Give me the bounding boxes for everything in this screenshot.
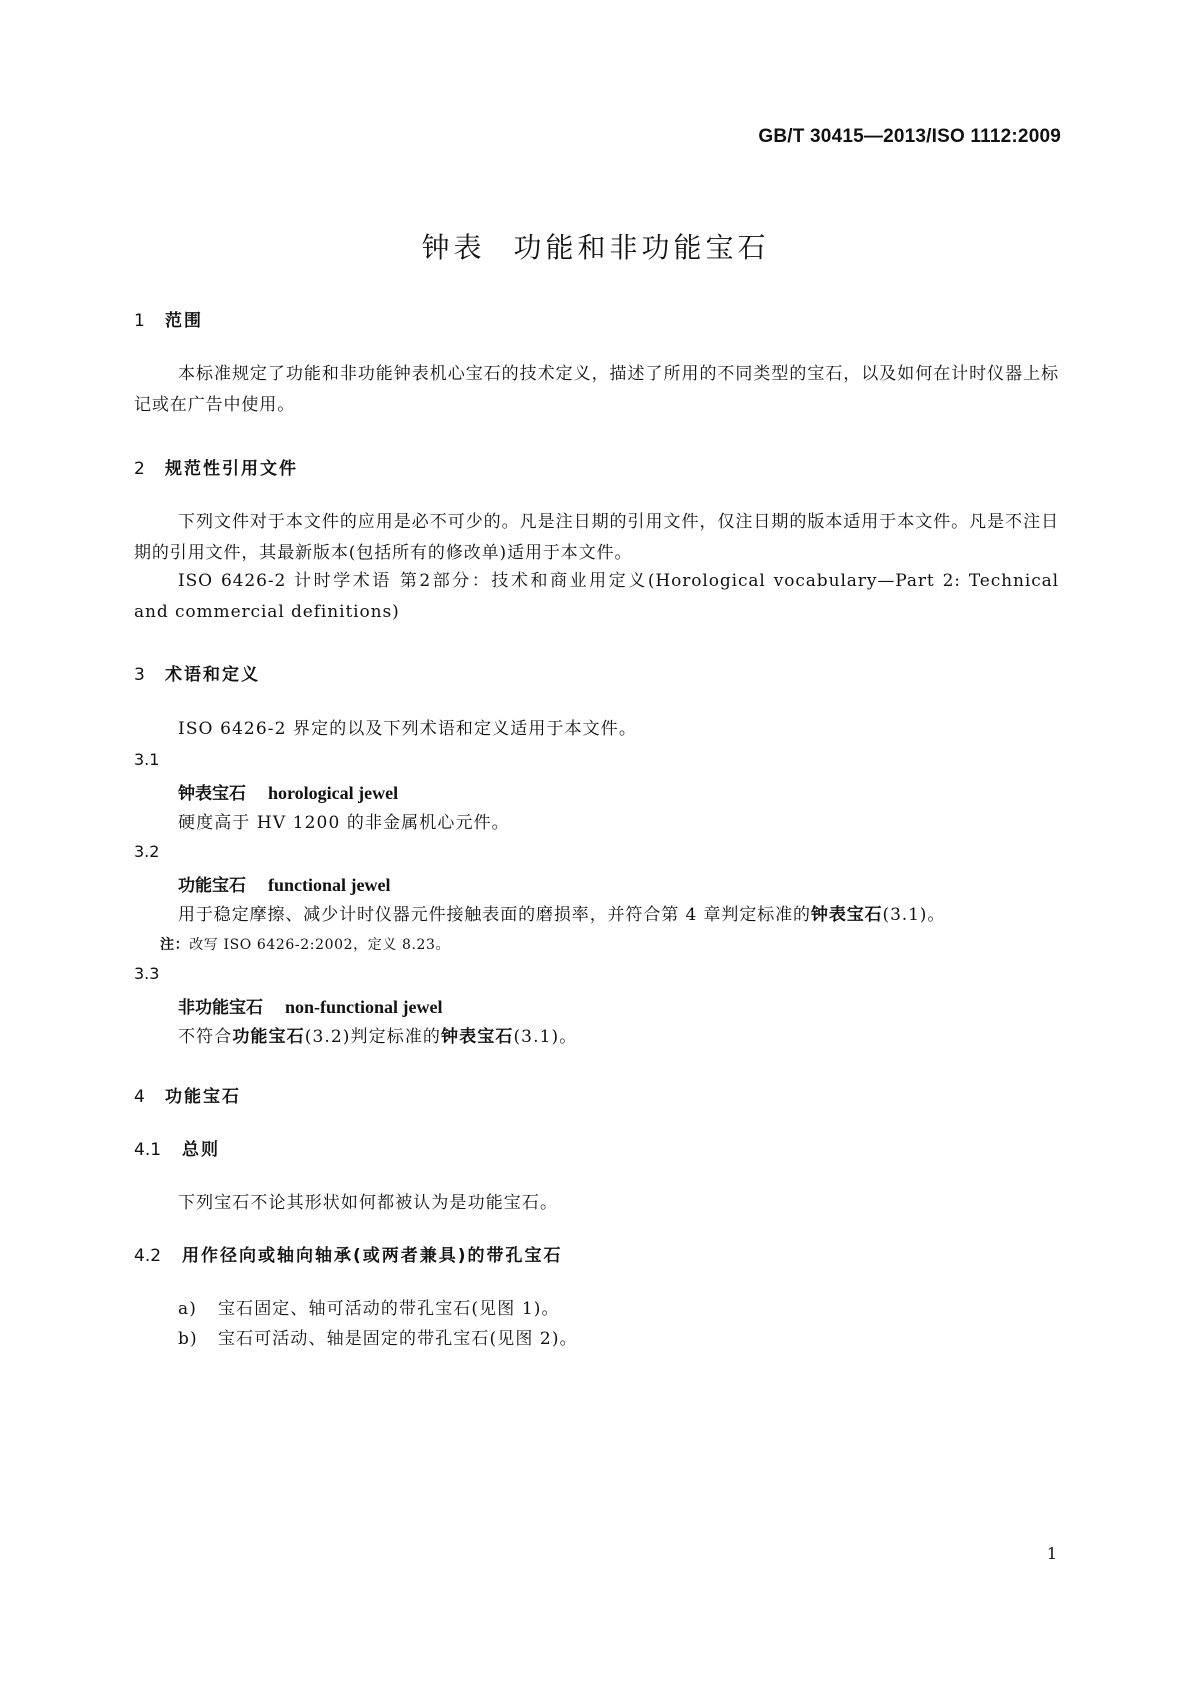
page-number: 1 [1046,1544,1057,1563]
term-3-2-def-pre: 用于稳定摩擦、减少计时仪器元件接触表面的磨损率，并符合第 4 章判定标准的 [178,905,811,925]
section-3-heading [134,660,260,685]
term-3-2-note [160,934,450,954]
term-3-3-def-ref1: 功能宝石 [232,1027,305,1047]
term-3-1-definition: 硬度高于 HV 1200 的非金属机心元件。 [178,813,510,833]
note-text: 改写 ISO 6426-2:2002，定义 8.23。 [189,937,451,953]
term-3-3-def-mid: (3.2)判定标准的 [304,1027,442,1047]
section-4-heading [134,1082,241,1107]
term-3-3-def-ref2: 钟表宝石 [441,1027,514,1047]
term-3-3-def-pre: 不符合 [178,1027,233,1047]
term-3-2-en: functional jewel [268,875,391,895]
section-1-number: 1 [134,311,145,331]
section-2-paragraph: 下列文件对于本文件的应用是必不可少的。凡是注日期的引用文件，仅注日期的版本适用于本文件。凡是不注日期的引用文件，其最新版本(包括所有的修改单)适用于本文件。 [134,512,1059,563]
term-3-1-zh: 钟表宝石 [178,784,246,804]
term-3-3-number: 3.3 [134,964,160,983]
section-1-heading [134,306,203,331]
note-label: 注： [160,937,190,953]
term-3-2-zh: 功能宝石 [178,876,246,896]
section-3-number: 3 [134,665,145,685]
term-3-1 [178,779,398,804]
term-3-3-zh: 非功能宝石 [178,998,263,1018]
section-4-2-heading [134,1241,563,1266]
section-4-2-title: 用作径向或轴向轴承(或两者兼具)的带孔宝石 [182,1246,563,1266]
list-item [178,1324,578,1349]
section-4-1-number: 4.1 [134,1140,162,1160]
section-2-heading [134,454,298,479]
section-4-1-paragraph: 下列宝石不论其形状如何都被认为是功能宝石。 [178,1193,559,1213]
term-3-2-definition [178,900,945,925]
list-item-text: 宝石固定、轴可活动的带孔宝石(见图 1)。 [218,1299,560,1319]
section-4-2-number: 4.2 [134,1246,162,1266]
term-3-3-def-post: (3.1)。 [513,1027,578,1047]
section-2-title: 规范性引用文件 [165,459,298,479]
section-4-number: 4 [134,1087,145,1107]
list-item-text: 宝石可活动、轴是固定的带孔宝石(见图 2)。 [218,1329,578,1349]
title-part-2: 功能和非功能宝石 [513,231,770,264]
term-3-1-en: horological jewel [268,783,399,803]
term-3-2 [178,871,390,896]
term-3-3-definition [178,1022,577,1047]
section-3-title: 术语和定义 [165,665,260,685]
term-3-3-en: non-functional jewel [285,997,443,1017]
term-3-1-number: 3.1 [134,750,160,769]
term-3-3 [178,993,443,1018]
list-item-marker: b) [178,1329,198,1349]
section-4-1-heading [134,1135,220,1160]
section-2-number: 2 [134,459,145,479]
standard-number: GB/T 30415—2013/ISO 1112:2009 [758,126,1061,147]
section-1-paragraph: 本标准规定了功能和非功能钟表机心宝石的技术定义，描述了所用的不同类型的宝石，以及如何在计时仪器上标记或在广告中使用。 [134,364,1059,415]
title-part-1: 钟表 [421,231,486,264]
section-4-title: 功能宝石 [165,1087,241,1107]
section-1-title: 范围 [165,311,203,331]
document-title [0,226,1191,266]
section-4-1-title: 总则 [182,1140,220,1160]
term-3-2-def-ref: 钟表宝石 [810,905,883,925]
term-3-2-number: 3.2 [134,842,160,861]
list-item [178,1294,560,1319]
list-item-marker: a) [178,1299,197,1319]
section-3-intro: ISO 6426-2 界定的以及下列术语和定义适用于本文件。 [178,719,637,739]
term-3-2-def-post: (3.1)。 [882,905,946,925]
normative-reference: ISO 6426-2 计时学术语 第2部分：技术和商业用定义(Horological vocabulary—Part 2: Technical and commercial definitions) [134,571,1059,622]
